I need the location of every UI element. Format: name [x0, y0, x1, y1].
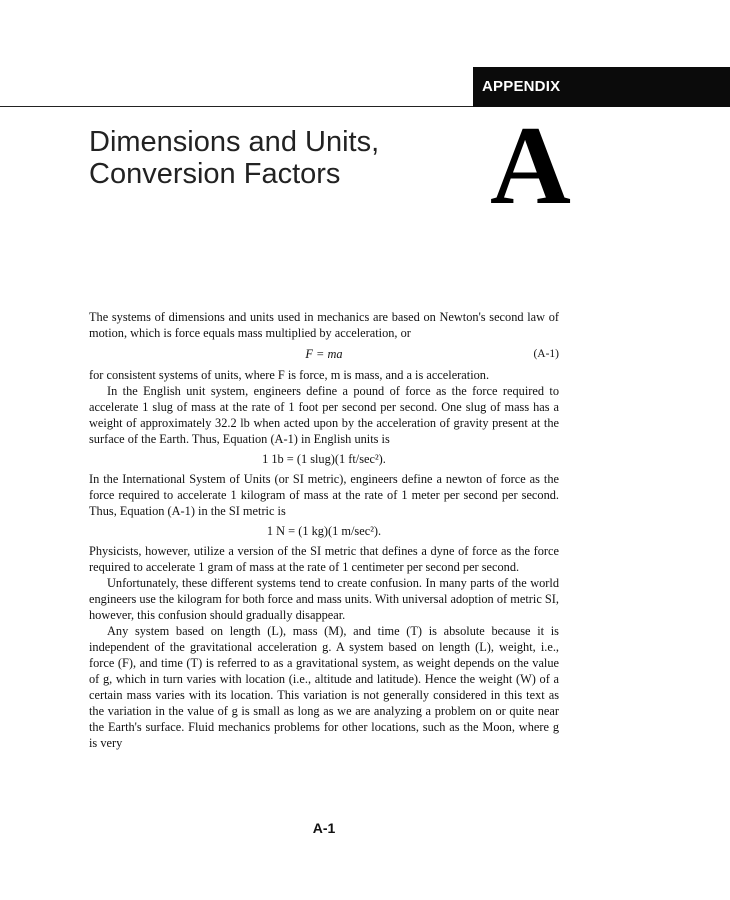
chapter-letter: A — [490, 104, 571, 228]
equation-english: 1 1b = (1 slug)(1 ft/sec²). — [262, 452, 386, 466]
chapter-title-line-1: Dimensions and Units, — [89, 126, 380, 158]
paragraph-english-units: In the English unit system, engineers define a pound of force as the force required to accelerate 1 slug of mass at the rate of 1 foot per second per second. One slug of mass has a weight of approximately 32.2 lb when acted upon by the acceleration of gravity present at the surface of the Earth. Thus, Equation (A-1) in English units is — [89, 384, 559, 446]
header-rule — [0, 106, 473, 107]
page-number: A-1 — [312, 820, 336, 836]
paragraph-physicists: Physicists, however, utilize a version of the SI metric that defines a dyne of force as the force required to accelerate 1 gram of mass at the rate of 1 centimeter per second per second. — [89, 544, 559, 574]
paragraph-confusion: Unfortunately, these different systems tend to create confusion. In many parts of the world engineers use the kilogram for both force and mass units. With universal adoption of metric SI, however, this confusion should gradually disappear. — [89, 576, 559, 622]
body-text — [89, 309, 559, 751]
paragraph-absolute-systems: Any system based on length (L), mass (M), and time (T) is absolute because it is independent of the gravitational acceleration g. A system based on length (L), weight, i.e., force (F), and time (T) is referred to as a gravitational system, as weight depends on the value of g, which in turn varies with location (i.e., altitude and latitude). Hence the weight (W) of a certain mass varies with its location. This variation is not generally considered in this text as the variation in the value of g is small as long as we are analyzing a problem on or quite near the Earth's surface. Fluid mechanics problems for other locations, such as the Moon, where g is very — [89, 624, 559, 750]
appendix-label: APPENDIX — [482, 78, 561, 95]
paragraph-si-units: In the International System of Units (or SI metric), engineers define a newton of force as the force required to accelerate 1 kilogram of mass at the rate of 1 meter per second per second. Thus, Equation (A-1) in the SI metric is — [89, 472, 559, 518]
equation-a1-label: (A-1) — [533, 348, 559, 360]
equation-a1-formula: F = ma — [305, 347, 343, 361]
paragraph-consistent-units: for consistent systems of units, where F is force, m is mass, and a is acceleration. — [89, 368, 490, 382]
chapter-title — [89, 126, 469, 190]
chapter-title-line-2: Conversion Factors — [89, 158, 341, 190]
appendix-tab — [473, 67, 730, 107]
equation-a1 — [89, 341, 559, 367]
paragraph-intro: The systems of dimensions and units used in mechanics are based on Newton's second law of motion, which is force equals mass multiplied by acceleration, or — [89, 310, 559, 340]
equation-si: 1 N = (1 kg)(1 m/sec²). — [266, 524, 382, 538]
